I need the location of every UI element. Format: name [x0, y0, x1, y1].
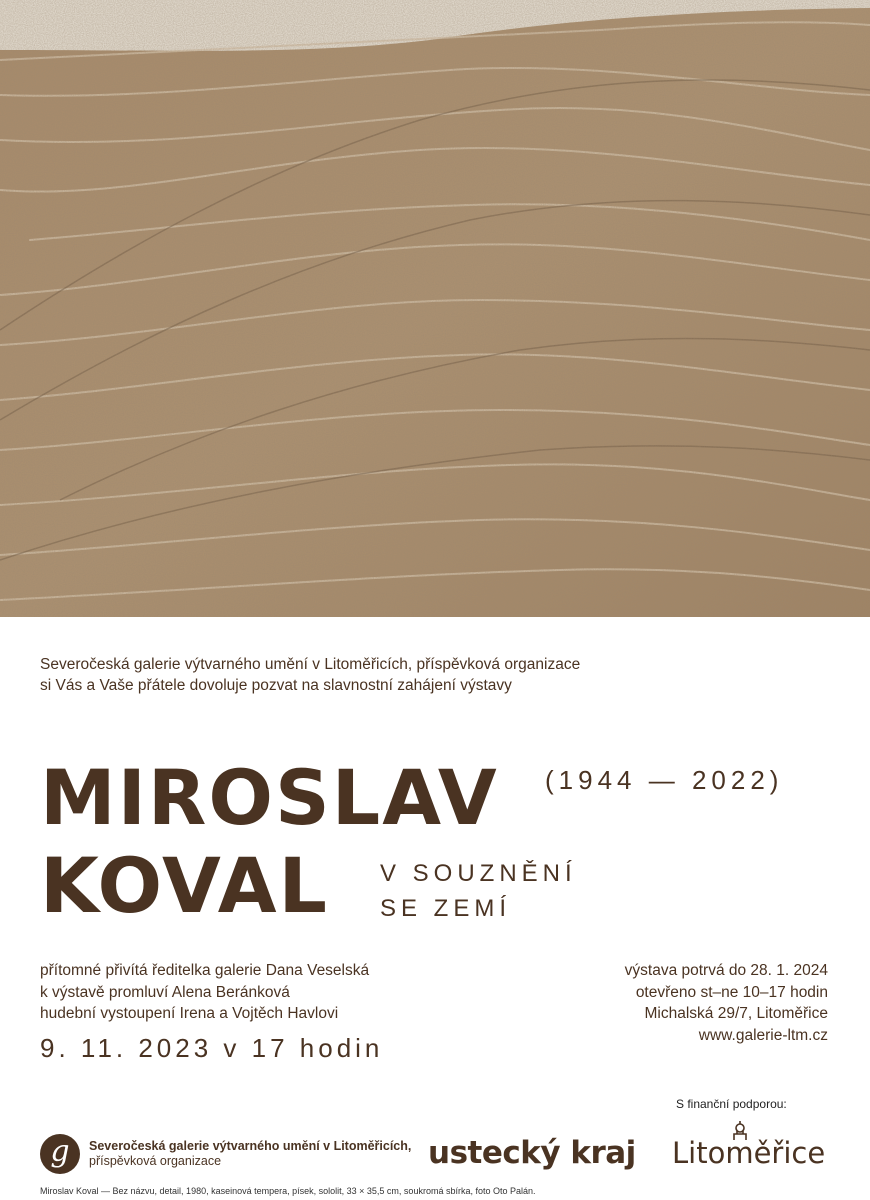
info-website-link[interactable]: www.galerie-ltm.cz — [698, 1026, 828, 1044]
info-duration: výstava potrvá do 28. 1. 2024 — [624, 962, 828, 979]
intro-line-2: si Vás a Vaše přátele dovoluje pozvat na slavnostní zahájení výstavy — [40, 677, 512, 694]
program-line-3: hudební vystoupení Irena a Vojtěch Havlovi — [40, 1005, 339, 1022]
opening-program — [40, 960, 369, 1025]
gallery-name — [89, 1139, 411, 1169]
program-line-2: k výstavě promluví Alena Beránková — [40, 983, 290, 1001]
gallery-name-line-1: Severočeská galerie výtvarného umění v Litoměřicích, — [89, 1139, 412, 1153]
artist-years: (1944 — 2022) — [545, 765, 784, 795]
photo-caption: Miroslav Koval — Bez názvu, detail, 1980, kaseinová tempera, písek, sololit, 33 × 35,5 cm, soukromá sbírka, foto Oto Palán. — [40, 1186, 536, 1196]
exhibition-title-line-2: SE ZEMÍ — [380, 895, 512, 922]
program-line-1: přítomné přivítá ředitelka galerie Dana Veselská — [40, 962, 370, 979]
exhibition-title — [380, 856, 577, 926]
gallery-name-line-2: příspěvková organizace — [89, 1154, 222, 1168]
support-label: S finanční podporou: — [676, 1097, 787, 1111]
artist-first-name: MIROSLAV — [40, 753, 499, 842]
exhibition-title-line-1: V SOUZNĚNÍ — [380, 860, 577, 887]
info-hours: otevřeno st–ne 10–17 hodin — [635, 983, 828, 1001]
info-address: Michalská 29/7, Litoměřice — [644, 1005, 828, 1022]
sponsor-ustecky-kraj-logo: ustecký kraj — [428, 1135, 636, 1171]
invitation-text — [40, 654, 580, 696]
opening-datetime: 9. 11. 2023 v 17 hodin — [40, 1033, 384, 1063]
intro-line-1: Severočeská galerie výtvarného umění v Litoměřicích, příspěvková organizace — [40, 656, 581, 673]
artist-last-name: KOVAL — [40, 841, 329, 930]
gallery-logo: g — [40, 1134, 80, 1174]
sponsor-litomerice-logo: Litoměřice — [672, 1136, 826, 1170]
exhibition-info — [625, 960, 828, 1046]
